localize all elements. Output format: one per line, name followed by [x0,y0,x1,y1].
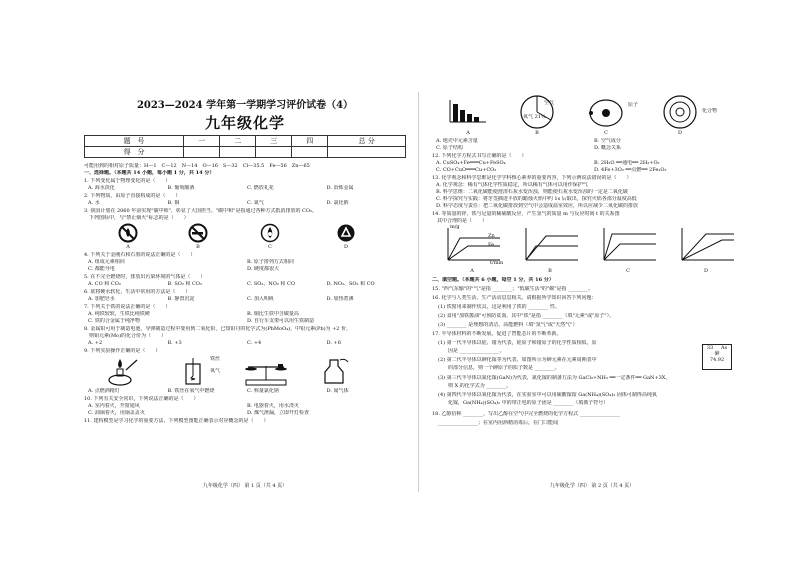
option: A. 海水淡化 [88,185,115,191]
option: A. 纯铁较软，生铁比纯铁硬 [88,311,150,317]
option: C. +4 [247,340,262,346]
question-8-line-2: 则钼元素(Mo)的化合价为（ ） [84,333,167,339]
question-13-option-b: B. 科学思维：二氧化碳能使澄清石灰水变浑浊，则能使石灰水变浑浊的一定是二氧化碳 [436,189,628,195]
atom-model-icon [586,96,626,130]
option: C. 燃放礼花 [247,185,274,191]
recycle-sign-icon [336,223,356,243]
score-header-cell: 二 [220,136,256,147]
question-17-part-2a: (2) 第二代半导体以砷化镓等为代表，如图所示为砷元素在元素周期表中 [438,357,597,363]
air-note: 空气 [544,100,555,106]
option: C. SO₂、NO₂ 和 CO [247,281,295,287]
question-4: 4. 下列关于金刚石和石墨的说法正确的是（ ） [84,252,196,258]
question-17: 17. 半导体材料的不断发展，促进了智能芯片的不断革新。 [432,331,562,337]
question-10-options-a [88,403,406,409]
option: B. 铜 [167,200,180,206]
score-cell [184,147,220,158]
question-17-part-1a: (1) 第一代半导体以硅、锗为代表，硅原子和锗原子的化学性质相似，原 [438,340,597,346]
no-smoking-sign-icon [188,223,208,243]
water-saving-sign-icon [260,223,280,243]
score-row-label: 得 分 [85,147,184,158]
question-2-options [88,200,406,206]
question-7-options-b [88,318,406,324]
section-1-heading: 一、选择题。（本题共 14 小题，每小题 1 分，共 14 分） [84,170,215,176]
figure-label: D [677,130,682,136]
balance-scale-icon [242,358,290,386]
score-cell [220,147,256,158]
question-13: 13. 化学观念和科学思维是化学学科核心素养的重要内容，下列示例说法错误的是（ ） [432,175,632,181]
iron-wire-bottle-icon [180,356,210,386]
option: D. NO₂、SO₂ 和 CO [326,281,375,287]
periodic-element-box [702,344,732,370]
option: B. 2H₂O ══通电══ 2H₂+O₂ [594,160,660,166]
figure-label: C [626,268,630,274]
question-9: 9. 下列实验操作正确的是（ ） [84,348,161,354]
axis-y-label: m/g [450,224,460,230]
question-14-line-2: 其中合理的是（ ） [432,218,488,224]
option: A. 组成元素相同 [88,259,125,265]
axis-x-label: t/min [490,260,504,266]
exam-page-2 [432,92,752,492]
question-2: 2. 下列物质，由原子直接构成的是（ ） [84,193,181,199]
exam-page-1 [84,92,406,492]
figure-label: D [343,244,348,250]
question-10-options-b [88,410,406,416]
question-17-part-4a: (4) 第四代半导体以氧化镓为代表，在实验室中可以用硫酸镓铵 Ga(NH₄)(SO₄)₂ 固体可制得高纯氧 [438,392,657,398]
option: B. SO₂ 和 CO₂ [167,281,202,287]
figure-label: A [126,244,130,250]
atomic-masses-line: 可能用到的相对原子质量：H—1 C—12 N—14 O—16 S—32 Cl—35.5 Fe—56 Zn—65 [84,163,310,169]
option: D. 冶炼金属 [326,185,354,191]
question-11: 11. 建构模型是学习化学的重要方法，下列模型图能正确表示对应概念的是（ ） [84,418,269,424]
oxygen-note: 氧气 21% [523,114,546,120]
option: D. 硬度都很大 [247,266,280,272]
exam-title: 2023—2024 学年第一学期学习评价试卷（4） [136,100,354,111]
graph-b [520,226,580,266]
option: B. +3 [167,340,182,346]
option: B. 铁丝在氧气中燃烧 [167,388,215,394]
figure-label: A [466,130,470,136]
concept-circles-icon [660,94,700,130]
score-cell [292,147,328,158]
question-17-part-3b: 则 X 的化学式为 ________。 [438,383,512,389]
element-mass: 74.92 [709,357,725,363]
question-5: 5. 在不完全燃烧时，排放出污染环境的气体是（ ） [84,274,206,280]
element-number: 33 [706,345,714,351]
question-11-options-b [436,145,752,151]
question-10: 10. 下列有关安全常识，下列说法正确的是（ ） [84,396,199,402]
question-9-options [88,388,406,394]
atom-note: 原子 [628,102,639,108]
question-4-options-a [88,259,406,265]
option: A. +2 [88,340,103,346]
question-1: 1. 下列变化属于物理变化的是（ ） [84,178,171,184]
oxygen-label: 氧气 [210,368,221,374]
question-4-options-b [88,266,406,272]
compound-note: 化合物 [702,108,718,114]
alcohol-lamp-icon [104,356,140,386]
option: B. 原子排列方式相同 [247,259,294,265]
question-7: 7. 下列关于铁的说法正确的是（ ） [84,304,171,310]
option: D. 煤气泄漏，立即开灯检查 [247,410,310,416]
gas-bottle-icon [320,356,350,386]
option: C. 称量氯化钠 [247,388,279,394]
option: D. +6 [326,340,341,346]
iron-wire-label: 铁丝 [210,356,221,362]
question-13-option-d: D. 科学态度与责任：把二氧化碳排放到空气中会造成温室效应，所以应减少二氧化碳的排放 [436,203,639,209]
question-8-line-1: 8. 金属铅可用于制造电池，导弹制造过程中要用到二氧化铅，已知铅丹的化学式为(PbMoO₄)，中铅元素(Pb)为 +2 价， [84,326,352,332]
option: D. 闻气体 [326,388,349,394]
option: C. CO+CuO═══Cu+CO₂ [436,167,497,173]
question-7-options-a [88,311,406,317]
option: A. CuSO₄+Fe═══Cu+FeSO₄ [436,160,506,166]
series-fe-label: Fe [488,242,495,248]
question-12: 12. 下列化学方程式书写正确的是（ ） [432,153,527,159]
graph-c [598,226,658,266]
score-header-cell: 三 [256,136,292,147]
option: A. 点燃酒精灯 [88,388,120,394]
question-13-option-a: A. 化学观念：稀有气体化学性质稳定，所以稀有气体可以用作保护气 [436,182,588,188]
question-1-options [88,185,406,191]
figure-label: B [535,130,539,136]
option: B. 静置沉淀 [167,296,195,302]
option: D. 概念关系 [594,145,622,151]
no-fire-sign-icon [118,223,138,243]
option: B. 电器着火，用水浇灭 [247,403,299,409]
question-3-line-2: 下列图标中，与"禁止烟火"标志的是（ ） [84,215,189,221]
option: D. 自行车支架可以用生铁制造 [247,318,315,324]
question-3-line-1: 3. 我国计划在 2060 年前实现"碳中和"，彰显了大国担当。"碳中和"是指通过各种方式抵消排放的 CO₂。 [84,208,317,214]
question-14-line-1: 14. 等质量的锌、铁与足量的稀硫酸反应，产生氢气的质量 m 与反应时间 t 的关系图 [432,211,620,217]
option: C. 加入明矾 [247,296,274,302]
question-11-options-a [436,138,752,144]
question-16-part-2: (2) 食用"加铁酱油"可预防贫血，其中"铁"是指 ________（填"元素"或"原子"）。 [438,313,615,319]
option: A. 水 [88,200,100,206]
page-2-footer: 九年级化学（四） 第 2 页（共 4 页） [549,483,635,489]
score-header-cell: 一 [184,136,220,147]
score-header-cell: 四 [292,136,328,147]
question-6: 6. 欲将硬水软化，生活中常用的方法是（ ） [84,289,191,295]
option: B. 铜比生铁中含碳量高 [247,311,299,317]
option: A. CO 和 CO₂ [88,281,121,287]
question-6-options [88,296,406,302]
figure-label: A [470,268,474,274]
option: B. 葡萄酿酒 [167,185,195,191]
figure-label: B [196,244,200,250]
score-cell [328,147,406,158]
question-5-options [88,281,406,287]
score-header-cell: 题 号 [85,136,184,147]
question-16-part-3: (3) ________ 是理想的清洁、高能燃料（填"氢气"或"天然气"） [438,322,578,328]
option: A. 地壳中元素含量 [436,138,478,144]
option: C. 氮气 [247,200,264,206]
option: B. 空气成分 [594,138,621,144]
score-cell [256,147,292,158]
question-17-part-2b: 的部分信息，则一个砷原子的质子数是 ________。 [438,365,560,371]
question-12-options-a [436,160,752,166]
option: A. 室内着火，开窗通风 [88,403,140,409]
question-17-part-4b: 化镓，Ga(NH₄)(SO₄)₂ 中的带正电的原子团是 ________（填离子符号） [438,400,609,406]
question-16-part-1: (1) 铁窗用来制作炊具，这是利用了铁的 ________ 性。 [438,304,560,310]
element-name: 砷 [714,351,720,357]
option: A. 加肥皂水 [88,296,115,302]
question-18-continued: ________________；在室内用酒精消毒后，在门口能闻 [438,420,559,426]
element-symbol: As [720,345,728,351]
option: C. 都能导电 [88,266,115,272]
section-2-heading: 二、填空题。（本题共 6 小题，每空 1 分，共 16 分） [432,277,554,283]
option: D. 氯化钠 [326,200,349,206]
page-1-footer: 九年级化学（四） 第 1 页（共 4 页） [202,483,288,489]
score-table [84,135,406,158]
option: C. 铁的合金属于纯净物 [88,318,140,324]
question-17-part-1b: 因是 ________________。 [438,348,505,354]
question-18: 18. 乙醇俗称 ________，写出乙醇在空气中完全燃烧的化学方程式 ________________ [432,411,620,417]
graph-d [676,226,736,266]
question-16: 16. 化学与人类生活、生产活动息息相关。请根据所学知识回答下列问题： [432,295,597,301]
question-17-part-3a: (3) 第三代半导体以氮化镓(GaN)为代表，氮化镓的制备方法为 GaCl₃+NH₃ ══一定条件══ GaN+3X， [438,375,671,381]
question-8-options [88,340,406,346]
figure-label: C [604,130,608,136]
bar-model-icon [448,98,488,124]
option: C. 原子结构 [436,145,463,151]
subject-title: 九年级化学 [204,114,285,132]
figure-label: C [268,244,272,250]
option: D. 4Fe+3O₂ ══点燃══ 2Fe₂O₃ [594,167,667,173]
option: C. 油锅着火，用锅盖盖灭 [88,410,145,416]
page-fold-line [418,92,419,492]
question-13-option-c: C. 科学探究与实践：将牙签插进平放的蜡烛火焰中约 1s 后取出，探究火焰各部分温度高低 [436,196,637,202]
question-12-options-b [436,167,752,173]
option: D. 加热煮沸 [326,296,354,302]
score-header-cell: 总 分 [328,136,406,147]
figure-label: B [548,268,552,274]
question-15: 15. "西气东输"的"气"是指 ________；"低碳生活"的"碳"是指 ________。 [432,286,594,292]
figure-label: D [703,268,708,274]
series-zn-label: Zn [488,233,495,239]
